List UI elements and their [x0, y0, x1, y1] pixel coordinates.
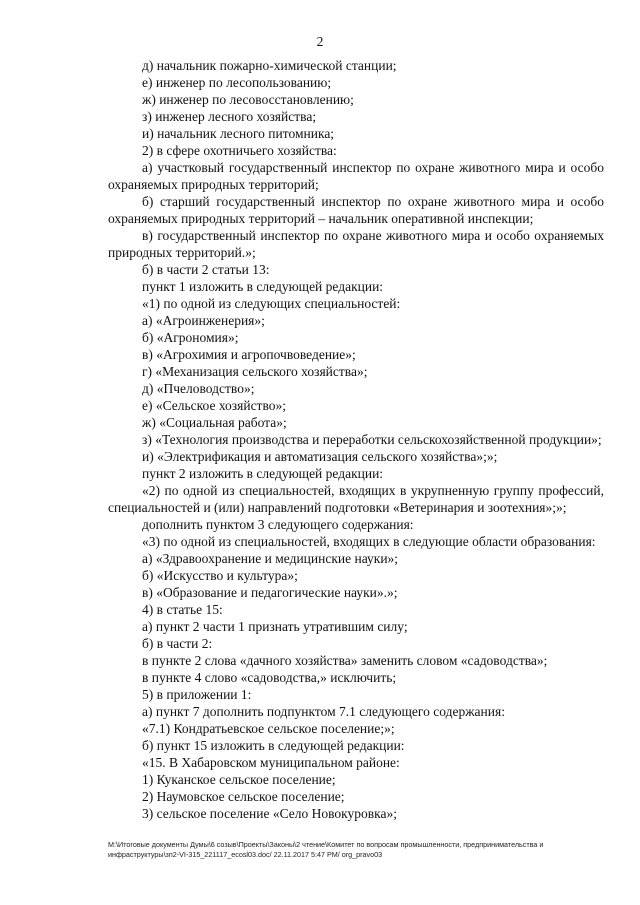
paragraph: «1) по одной из следующих специальностей: — [142, 296, 401, 311]
paragraph: а) «Здравоохранение и медицинские науки»; — [142, 551, 399, 566]
paragraph: «3) по одной из специальностей, входящих в следующие области образования: — [142, 534, 596, 549]
paragraph: 3) сельское поселение «Село Новокуровка»; — [142, 806, 397, 821]
paragraph: з) инженер лесного хозяйства; — [142, 109, 317, 124]
document-body — [108, 57, 604, 822]
paragraph: «2) по одной из специальностей, входящих в укрупненную группу профессий, специальностей и (или) направлений подготовки «Ветеринария и зоотехния»;»; — [108, 483, 604, 515]
page-number: 2 — [316, 34, 324, 49]
paragraph: а) пункт 7 дополнить подпунктом 7.1 следующего содержания: — [142, 704, 505, 719]
paragraph: 2) Наумовское сельское поселение; — [142, 789, 345, 804]
paragraph: 2) в сфере охотничьего хозяйства: — [142, 143, 337, 158]
paragraph: в) «Агрохимия и агропочвоведение»; — [142, 347, 356, 362]
paragraph: б) старший государственный инспектор по охране животного мира и особо охраняемых природных территорий – начальник оперативной инспекции; — [108, 194, 604, 226]
paragraph: «7.1) Кондратьевское сельское поселение;»; — [142, 721, 395, 736]
paragraph: г) «Механизация сельского хозяйства»; — [142, 364, 368, 379]
paragraph: пункт 2 изложить в следующей редакции: — [142, 466, 384, 481]
paragraph: б) в части 2 статьи 13: — [142, 262, 270, 277]
paragraph: б) в части 2: — [142, 636, 213, 651]
paragraph: пункт 1 изложить в следующей редакции: — [142, 279, 384, 294]
paragraph: д) «Пчеловодство»; — [142, 381, 255, 396]
paragraph: д) начальник пожарно-химической станции; — [142, 58, 397, 73]
paragraph: а) участковый государственный инспектор по охране животного мира и особо охраняемых природных территорий; — [108, 160, 604, 192]
paragraph: в) государственный инспектор по охране животного мира и особо охраняемых природных территорий.»; — [108, 228, 604, 260]
paragraph: и) «Электрификация и автоматизация сельского хозяйства»;»; — [142, 449, 498, 464]
paragraph: 4) в статье 15: — [142, 602, 223, 617]
paragraph: в пункте 2 слова «дачного хозяйства» заменить словом «садоводства»; — [142, 653, 548, 668]
paragraph: 1) Куканское сельское поселение; — [142, 772, 336, 787]
paragraph: 5) в приложении 1: — [142, 687, 252, 702]
paragraph: дополнить пунктом 3 следующего содержания: — [142, 517, 414, 532]
paragraph: б) «Искусство и культура»; — [142, 568, 298, 583]
paragraph: а) пункт 2 части 1 признать утратившим силу; — [142, 619, 408, 634]
paragraph: в) «Образование и педагогические науки».»; — [142, 585, 398, 600]
footer-file-path: M:\Итоговые документы Думы\6 созыв\Проекты\Законы\2 чтение\Комитет по вопросам промышленности, предпринимательства и инфраструктуры\зп2-VI-315_221117_ecosl03.doc/ 22.11.2017 5:47 PM/ org_pravo03 — [108, 840, 544, 859]
paragraph: «15. В Хабаровском муниципальном районе: — [142, 755, 400, 770]
paragraph: з) «Технология производства и переработки сельскохозяйственной продукции»; — [142, 432, 602, 447]
paragraph: и) начальник лесного питомника; — [142, 126, 335, 141]
paragraph: ж) инженер по лесовосстановлению; — [142, 92, 354, 107]
paragraph: б) «Агрономия»; — [142, 330, 239, 345]
paragraph: в пункте 4 слово «садоводства,» исключить; — [142, 670, 397, 685]
paragraph: а) «Агроинженерия»; — [142, 313, 265, 328]
paragraph: е) инженер по лесопользованию; — [142, 75, 332, 90]
paragraph: ж) «Социальная работа»; — [142, 415, 287, 430]
paragraph: е) «Сельское хозяйство»; — [142, 398, 286, 413]
paragraph: б) пункт 15 изложить в следующей редакции: — [142, 738, 405, 753]
